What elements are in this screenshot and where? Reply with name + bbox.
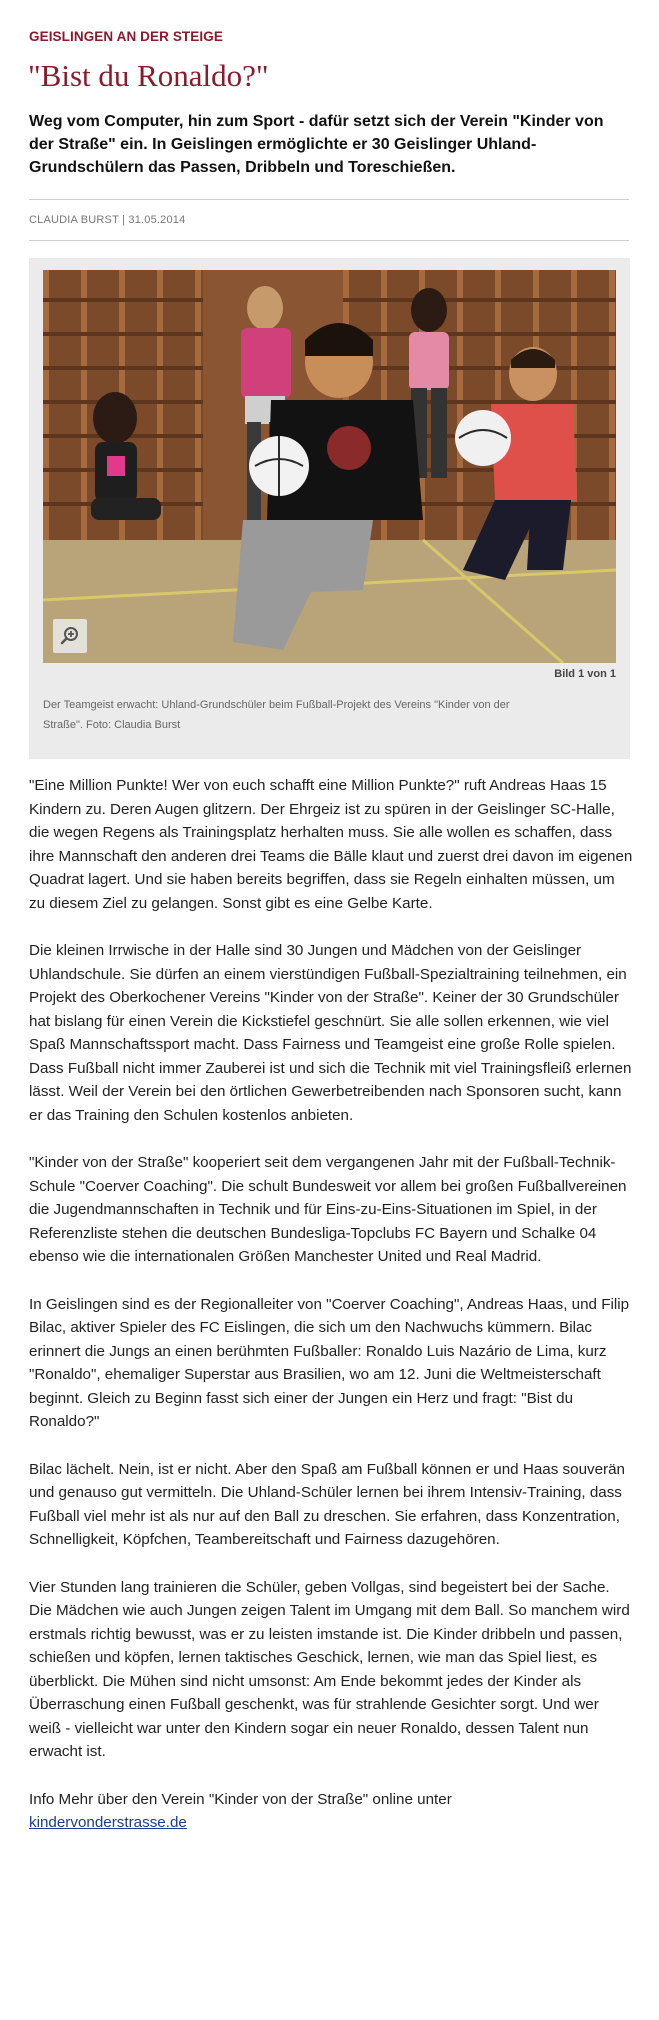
info-link[interactable]: kindervonderstrasse.de	[29, 1814, 187, 1831]
article-lead: Weg vom Computer, hin zum Sport - dafür setzt sich der Verein "Kinder von der Straße" ein. In Geislingen ermöglichte er 30 Geislinger Uhland-Grundschülern das Passen, Dribbeln und Toreschießen.	[29, 113, 604, 176]
image-gallery	[29, 258, 630, 759]
article-byline: CLAUDIA BURST | 31.05.2014	[29, 214, 186, 226]
zoom-in-icon	[60, 626, 80, 646]
article-headline: "Bist du Ronaldo?"	[28, 58, 269, 93]
image-counter: Bild 1 von 1	[554, 668, 616, 680]
divider-top	[29, 199, 629, 200]
article-kicker: GEISLINGEN AN DER STEIGE	[29, 29, 223, 44]
article-photo[interactable]	[43, 270, 616, 663]
zoom-button[interactable]	[53, 619, 87, 653]
paragraph: "Kinder von der Straße" kooperiert seit dem vergangenen Jahr mit der Fußball-Technik-Schule "Coerver Coaching". Die schult Bundesweit vor allem bei großen Fußballvereinen die Jugendmannschaften in Technik und für Eins-zu-Eins-Situationen im Spiel, in der Referenzliste stehen die deutschen Bundesliga-Topclubs FC Bayern und Schalke 04 ebenso wie die internationalen Größen Manchester United und Real Madrid.	[29, 1154, 627, 1265]
info-text: Info Mehr über den Verein "Kinder von der Straße" online unter	[29, 1790, 452, 1808]
photo-illustration	[43, 270, 616, 663]
info-paragraph	[29, 1788, 634, 1835]
paragraph: "Eine Million Punkte! Wer von euch schafft eine Million Punkte?" ruft Andreas Haas 15 Kindern zu. Deren Augen glitzern. Der Ehrgeiz ist zu spüren in der Geislinger SC-Halle, die wegen Regens als Trainingsplatz herhalten muss. Sie alle wollen es schaffen, dass ihre Mannschaft den anderen drei Teams die Bälle klaut und zuerst drei davon im eigenen Quadrat lagert. Und sie haben bereits begriffen, dass sie Regeln einhalten müssen, um zu diesem Ziel zu gelangen. Sonst gibt es eine Gelbe Karte.	[29, 777, 633, 912]
image-caption: Der Teamgeist erwacht: Uhland-Grundschüler beim Fußball-Projekt des Vereins "Kinder von der Straße". Foto: Claudia Burst	[43, 699, 510, 731]
paragraph: In Geislingen sind es der Regionalleiter von "Coerver Coaching", Andreas Haas, und Filip Bilac, aktiver Spieler des FC Eislingen, die sich um den Nachwuchs kümmern. Bilac erinnert die Jungs an einen berühmten Fußballer: Ronaldo Luis Nazário de Lima, kurz "Ronaldo", ehemaliger Superstar aus Brasilien, wo am 12. Juni die Weltmeisterschaft beginnt. Gleich zu Beginn fasst sich einer der Jungen ein Herz und fragt: "Bist du Ronaldo?"	[29, 1295, 630, 1430]
article-body	[29, 774, 634, 1859]
paragraph: Bilac lächelt. Nein, ist er nicht. Aber den Spaß am Fußball können er und Haas souverän und genauso gut vermitteln. Die Uhland-Schüler lernen bei ihrem Intensiv-Training, dass Fußball viel mehr ist als nur auf den Ball zu dreschen. Sie erfahren, dass Konzentration, Schnelligkeit, Köpfchen, Teambereitschaft und Fairness dazugehören.	[29, 1460, 626, 1548]
paragraph: Vier Stunden lang trainieren die Schüler, geben Vollgas, sind begeistert bei der Sache. Die Mädchen wie auch Jungen zeigen Talent im Umgang mit dem Ball. So manchem wird erstmals richtig bewusst, was er zu leisten imstande ist. Die Kinder dribbeln und passen, schießen und köpfen, lernen taktisches Geschick, lernen, wie man das Spiel liest, es überblickt. Die Mühen sind nicht umsonst: Am Ende bekommt jedes der Kinder als Überraschung einen Fußball geschenkt, was für strahlende Gesichter sorgt. Und wer weiß - vielleicht war unter den Kindern sogar ein neuer Ronaldo, dessen Talent nun erwacht ist.	[29, 1578, 630, 1760]
paragraph: Die kleinen Irrwische in der Halle sind 30 Jungen und Mädchen von der Geislinger Uhlandschule. Sie dürfen an einem vierstündigen Fußball-Spezialtraining teilnehmen, ein Projekt des Oberkochener Vereins "Kinder von der Straße". Keiner der 30 Grundschüler hat bislang für einen Verein die Kickstiefel geschnürt. Sie alle sollen erkennen, wie viel Spaß Mannschaftssport macht. Dass Fairness und Teamgeist eine große Rolle spielen. Dass Fußball nicht immer Zauberei ist und sich die Technik mit viel Trainingsfleiß erlernen lässt. Weil der Verein bei den örtlichen Gewerbetreibenden nach Sponsoren sucht, kann er das Training den Schulen kostenlos anbieten.	[29, 942, 632, 1124]
divider-bottom	[29, 240, 629, 241]
